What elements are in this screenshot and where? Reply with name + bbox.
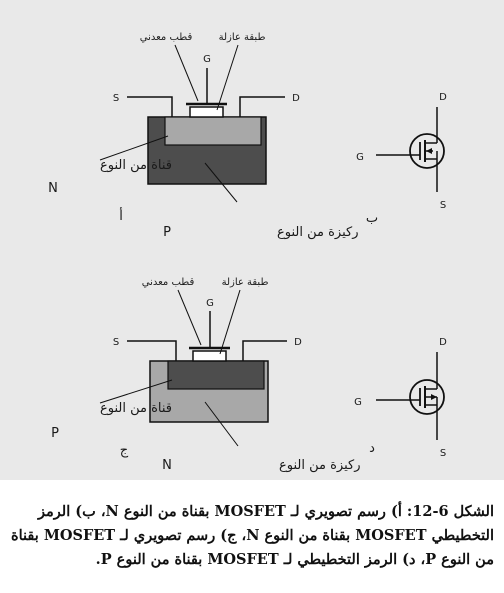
insulator-pointer: [217, 45, 238, 110]
metal-pole-pointer-p: [178, 290, 201, 345]
panel-label-a: أ: [119, 209, 123, 224]
insulating-layer: [190, 107, 223, 117]
pictorial-p-channel: [51, 277, 360, 473]
drain-label: D: [292, 93, 300, 104]
insulating-layer-label-p: طبقة عازلة: [221, 277, 269, 288]
metal-pole-label: قطب معدني: [139, 32, 193, 43]
insulating-layer-label: طبقة عازلة: [218, 32, 266, 43]
drain-label-p: D: [294, 337, 302, 348]
gate-label: G: [203, 54, 211, 65]
symbol-drain-label: D: [439, 92, 447, 103]
symbol-n-channel: [356, 92, 447, 226]
symbol-p-channel: [354, 337, 447, 459]
symbol-source-label-p: S: [439, 448, 447, 459]
symbol-drain-label-p: D: [439, 337, 447, 348]
channel-type-letter: N: [48, 181, 58, 196]
gate-label-p: G: [206, 298, 214, 309]
symbol-arrow-out: [431, 394, 437, 400]
substrate-type-letter-p: N: [162, 458, 172, 473]
symbol-source-label: S: [439, 200, 447, 211]
channel-type-letter-p: P: [51, 426, 59, 441]
drain-lead-p: [243, 341, 287, 361]
insulator-pointer-p: [220, 290, 240, 354]
panel-label-d: د: [369, 441, 375, 456]
figure-caption: الشكل 6-12: أ) رسم تصويري لـ MOSFET بقناة من النوع N، ب) الرمز التخطيطي MOSFET بقناة من النوع N، ج) رسم تصويري لـ MOSFET بقناة من النوع P، د) الرمز التخطيطي لـ MOSFET بقناة من النوع P.: [11, 503, 494, 568]
panel-label-c: ج: [119, 443, 129, 458]
source-lead: [127, 97, 172, 117]
substrate-label-p: ركيزة من النوع: [279, 458, 361, 473]
source-label-p: S: [112, 337, 120, 348]
substrate-type-letter: P: [163, 225, 171, 240]
insulating-layer-p: [193, 351, 226, 361]
metal-pole-pointer: [175, 45, 198, 101]
symbol-gate-label: G: [356, 152, 364, 163]
panel-label-b: ب: [365, 211, 379, 226]
p-channel-region: [168, 361, 264, 389]
metal-pole-label-p: قطب معدني: [141, 277, 195, 288]
channel-label-p: قناة من النوع: [100, 401, 173, 416]
source-lead-p: [127, 341, 176, 361]
symbol-gate-label-p: G: [354, 397, 362, 408]
symbol-arrow-in: [426, 148, 432, 154]
drain-lead: [240, 97, 285, 117]
pictorial-n-channel: [48, 32, 358, 240]
n-channel-region: [165, 117, 261, 145]
substrate-label: ركيزة من النوع: [277, 225, 359, 240]
source-label: S: [112, 93, 120, 104]
channel-label: قناة من النوع: [100, 158, 173, 173]
